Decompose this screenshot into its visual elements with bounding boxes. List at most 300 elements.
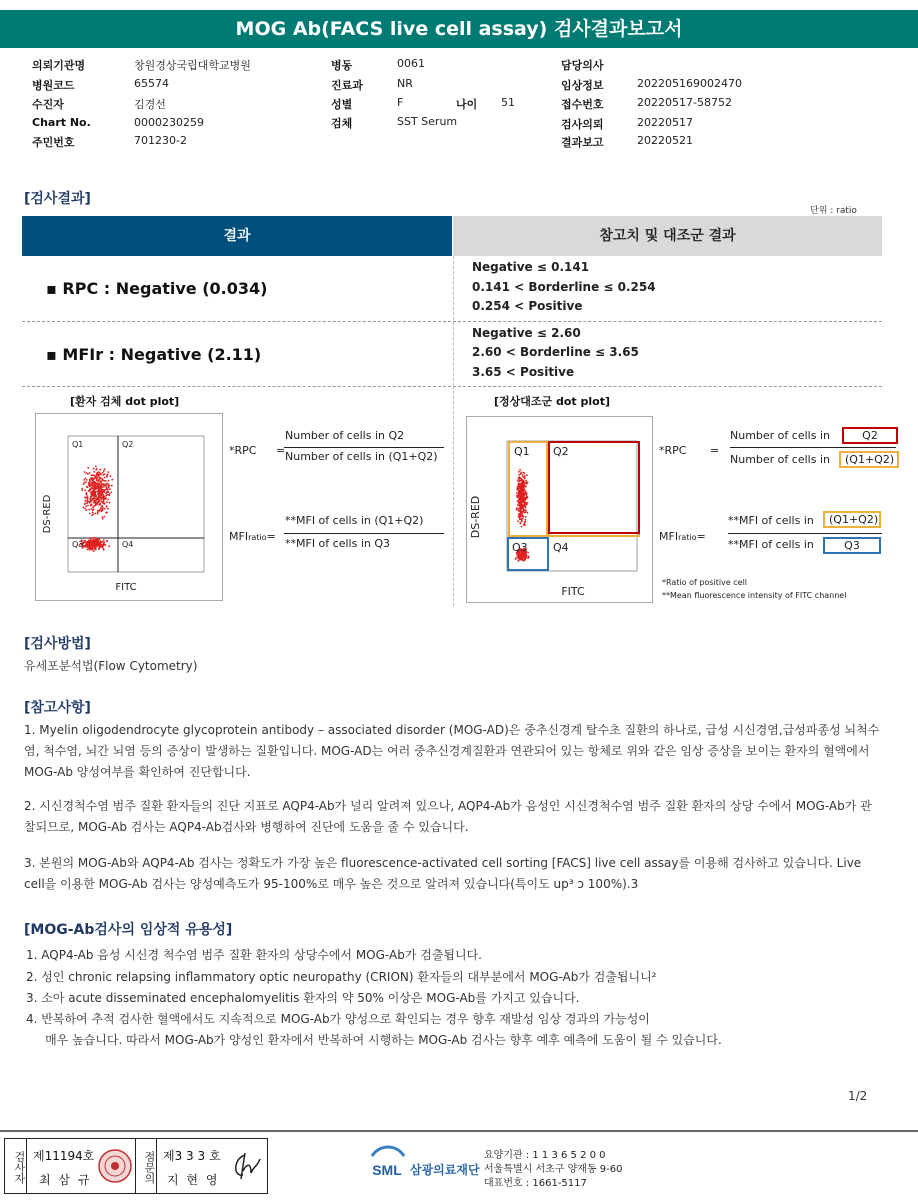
dot xyxy=(525,482,527,484)
dot xyxy=(521,519,523,521)
dot xyxy=(100,500,102,502)
y-axis-label: DS-RED xyxy=(42,494,53,534)
dot xyxy=(519,516,521,518)
dot xyxy=(517,496,519,498)
mfi-label-text: MFI xyxy=(659,530,679,543)
dot xyxy=(518,471,520,473)
dot xyxy=(525,557,527,559)
dot xyxy=(98,510,100,512)
dot xyxy=(89,472,91,474)
dot xyxy=(105,512,107,514)
mfi-equals: = xyxy=(266,530,276,543)
seal-stamp xyxy=(97,1147,133,1185)
dot xyxy=(94,537,96,539)
info-value: 창원경상국립대학교병원 xyxy=(134,59,251,72)
dot xyxy=(520,505,522,507)
dot xyxy=(84,546,86,548)
plot-divider xyxy=(453,386,454,606)
dot xyxy=(98,501,100,503)
dot xyxy=(524,478,526,480)
dot xyxy=(522,482,524,484)
dot xyxy=(524,512,526,514)
dot xyxy=(105,497,107,499)
dot xyxy=(109,502,111,504)
control-plot-label: [정상대조군 dot plot] xyxy=(494,395,610,408)
dot xyxy=(90,508,92,510)
dot xyxy=(88,543,90,545)
dot xyxy=(91,548,93,550)
rpc-result: ▪ RPC : Negative (0.034) xyxy=(46,279,268,298)
dot xyxy=(103,483,105,485)
info-value: 51 xyxy=(501,96,515,109)
dot xyxy=(525,519,527,521)
dot xyxy=(86,546,88,548)
dot xyxy=(91,487,93,489)
rpc-numerator: Number of cells in Q2 xyxy=(285,429,405,442)
dot xyxy=(523,516,525,518)
dot xyxy=(105,480,107,482)
dot xyxy=(103,516,105,518)
dot xyxy=(104,489,106,491)
info-value: 202205169002470 xyxy=(637,77,742,90)
info-key: 성별 xyxy=(331,98,353,111)
dot xyxy=(517,520,519,522)
mfi-numerator: **MFI of cells in xyxy=(728,514,814,527)
dot xyxy=(87,486,89,488)
rpc-label: *RPC xyxy=(659,444,687,457)
dot xyxy=(105,493,107,495)
dot xyxy=(92,512,94,514)
info-key: 나이 xyxy=(456,98,478,111)
dot xyxy=(93,502,95,504)
dot xyxy=(86,479,88,481)
dot xyxy=(516,507,518,509)
dot xyxy=(93,485,95,487)
dot xyxy=(98,544,100,546)
x-axis-label: FITC xyxy=(561,585,585,598)
dot xyxy=(88,547,90,549)
dot xyxy=(94,545,96,547)
dot xyxy=(97,474,99,476)
dot xyxy=(525,498,527,500)
dot xyxy=(106,540,108,542)
info-key: 임상정보 xyxy=(561,79,604,92)
dot xyxy=(95,469,97,471)
dot xyxy=(94,492,96,494)
dot xyxy=(84,489,86,491)
dot xyxy=(524,494,526,496)
dot xyxy=(99,499,101,501)
dot xyxy=(88,540,90,542)
dot xyxy=(84,471,86,473)
dot xyxy=(519,513,521,515)
page-number: 1/2 xyxy=(848,1089,868,1103)
dot xyxy=(83,507,85,509)
footnote-mfi: **Mean fluorescence intensity of FITC channel xyxy=(662,591,847,600)
dot xyxy=(526,474,528,476)
rpc-ref-borderline: 0.141 < Borderline ≤ 0.254 xyxy=(472,280,656,294)
dot xyxy=(521,490,523,492)
dot xyxy=(100,543,102,545)
dot xyxy=(95,539,97,541)
dot xyxy=(107,499,109,501)
dot xyxy=(104,477,106,479)
q1q2-badge: (Q1+Q2) xyxy=(839,451,899,468)
dot xyxy=(85,497,87,499)
dot xyxy=(103,500,105,502)
dot xyxy=(98,538,100,540)
dot xyxy=(518,491,520,493)
note-paragraph-3: 3. 본원의 MOG-Ab와 AQP4-Ab 검사는 정확도가 가장 높은 fluorescence-activated cell sorting [FACS] live cell assay를 이용해 검사하고 있습니다. Live cell을 이용한 MOG-Ab 검사는 양성예측도가 95-100%로 매우 높은 것으로 알려져 있습니다(특이도 up³ ɔ 100%).3 xyxy=(24,856,862,891)
dot xyxy=(87,467,89,469)
quadrant-label-q3: Q3 xyxy=(72,540,84,549)
q1q2-badge: (Q1+Q2) xyxy=(823,511,881,528)
dot xyxy=(94,513,96,515)
info-value: 0000230259 xyxy=(134,116,204,129)
info-value: 20220517 xyxy=(637,116,693,129)
dot xyxy=(517,500,519,502)
dot xyxy=(519,469,521,471)
dot xyxy=(521,487,523,489)
dot xyxy=(103,539,105,541)
info-key: 병원코드 xyxy=(32,79,75,92)
dot xyxy=(99,503,101,505)
dot xyxy=(523,557,525,559)
dot xyxy=(523,472,525,474)
dot xyxy=(525,480,527,482)
rpc-equals: = xyxy=(276,444,286,457)
dot xyxy=(94,500,96,502)
note-paragraph-2: 2. 시신경척수염 범주 질환 환자들의 진단 지표로 AQP4-Ab가 널리 알려져 있으나, AQP4-Ab가 음성인 시신경척수염 범주 질환 환자의 상당 수에서 MOG-Ab가 관찰되므로, MOG-Ab 검사는 AQP4-Ab검사와 병행하여 진단에 도움을 줄 수 있습니다. xyxy=(24,799,872,834)
dot xyxy=(90,492,92,494)
result-section-title: [검사결과] xyxy=(24,191,91,207)
info-value: 20220517-58752 xyxy=(637,96,732,109)
dot xyxy=(520,512,522,514)
dot xyxy=(92,513,94,515)
quadrant-label-q4: Q4 xyxy=(553,541,569,554)
dot xyxy=(526,492,528,494)
footnote-rpc: *Ratio of positive cell xyxy=(662,578,748,587)
dot xyxy=(518,474,520,476)
dot xyxy=(98,496,100,498)
mfi-numerator: **MFI of cells in (Q1+Q2) xyxy=(285,514,424,527)
dot xyxy=(102,541,104,543)
dot xyxy=(521,554,523,556)
footer-divider xyxy=(0,1130,918,1132)
dot xyxy=(85,505,87,507)
dot xyxy=(96,479,98,481)
dot xyxy=(83,479,85,481)
dot xyxy=(108,484,110,486)
dot xyxy=(519,490,521,492)
info-key: 결과보고 xyxy=(561,136,604,149)
dot xyxy=(87,505,89,507)
license-specialist: 제3 3 3 호 xyxy=(163,1149,221,1163)
dot xyxy=(521,526,523,528)
dot xyxy=(100,481,102,483)
dot xyxy=(99,541,101,543)
info-key: 담당의사 xyxy=(561,59,604,72)
dot xyxy=(101,498,103,500)
dot xyxy=(99,469,101,471)
name-examiner: 최 삼 규 xyxy=(39,1173,92,1187)
utility-item-3: 3. 소아 acute disseminated encephalomyelitis 환자의 약 50% 이상은 MOG-Ab를 가지고 있습니다. xyxy=(26,991,580,1005)
mfi-label xyxy=(659,530,706,543)
dot xyxy=(97,513,99,515)
dot xyxy=(101,506,103,508)
dot xyxy=(525,516,527,518)
dot xyxy=(103,486,105,488)
x-axis-label: FITC xyxy=(115,582,137,593)
dot xyxy=(523,509,525,511)
dot xyxy=(98,471,100,473)
rpc-ref-positive: 0.254 < Positive xyxy=(472,299,583,313)
dot xyxy=(87,500,89,502)
dot xyxy=(111,485,113,487)
dot xyxy=(92,487,94,489)
quadrant-label-q4: Q4 xyxy=(122,540,134,549)
mfi-label xyxy=(229,530,276,543)
dot xyxy=(97,484,99,486)
dot xyxy=(107,474,109,476)
dot xyxy=(103,480,105,482)
quadrant-label-q2: Q2 xyxy=(553,445,569,458)
dot xyxy=(86,494,88,496)
dot xyxy=(88,509,90,511)
dot xyxy=(102,472,104,474)
dot xyxy=(108,487,110,489)
dot xyxy=(525,521,527,523)
dot xyxy=(93,508,95,510)
organization-name: 삼광의료재단 xyxy=(410,1163,480,1177)
name-specialist: 지 현 영 xyxy=(167,1173,220,1187)
dot xyxy=(85,472,87,474)
dot xyxy=(104,508,106,510)
fraction-line xyxy=(730,447,896,448)
dot xyxy=(92,479,94,481)
info-value: 701230-2 xyxy=(134,134,187,147)
mfir-result: ▪ MFIr : Negative (2.11) xyxy=(46,345,262,364)
dot xyxy=(520,556,522,558)
dot xyxy=(518,556,520,558)
rpc-numerator-text: Number of cells in xyxy=(730,429,830,442)
dot xyxy=(527,482,529,484)
info-value: NR xyxy=(397,77,413,90)
dot xyxy=(86,502,88,504)
address: 서울특별시 서초구 양재동 9-60 xyxy=(484,1164,623,1175)
dot xyxy=(103,548,105,550)
dot xyxy=(525,491,527,493)
dot xyxy=(84,503,86,505)
dot xyxy=(517,504,519,506)
info-key: 진료과 xyxy=(331,79,363,92)
info-key: 병동 xyxy=(331,59,353,72)
logo-text: SML xyxy=(372,1162,402,1178)
dot xyxy=(521,515,523,517)
dot xyxy=(519,523,521,525)
dot xyxy=(527,512,529,514)
dot xyxy=(99,487,101,489)
dot xyxy=(97,498,99,500)
patient-dot-plot xyxy=(35,413,223,601)
dot xyxy=(84,508,86,510)
dot xyxy=(516,487,518,489)
signature-icon xyxy=(227,1149,263,1183)
quadrant-label-q3: Q3 xyxy=(512,541,528,554)
dot xyxy=(92,545,94,547)
dot xyxy=(99,497,101,499)
dot xyxy=(88,548,90,550)
quadrant-label-q2: Q2 xyxy=(122,440,134,449)
dot xyxy=(106,501,108,503)
mfi-subscript: ratio xyxy=(678,533,697,542)
info-key: 수진자 xyxy=(32,98,64,111)
dot xyxy=(526,496,528,498)
dot xyxy=(101,544,103,546)
dot xyxy=(106,495,108,497)
report-title: MOG Ab(FACS live cell assay) 검사결과보고서 xyxy=(0,10,918,48)
dot xyxy=(91,482,93,484)
dot xyxy=(96,488,98,490)
method-section-title: [검사방법] xyxy=(24,636,91,652)
dot xyxy=(97,492,99,494)
info-value: F xyxy=(397,96,404,109)
dot xyxy=(86,541,88,543)
mfir-ref-borderline: 2.60 < Borderline ≤ 3.65 xyxy=(472,345,639,359)
dot xyxy=(108,471,110,473)
dot xyxy=(525,555,527,557)
dot xyxy=(111,479,113,481)
dot xyxy=(520,509,522,511)
dot xyxy=(93,541,95,543)
dot xyxy=(107,508,109,510)
reference-header: 참고치 및 대조군 결과 xyxy=(453,216,882,256)
dot xyxy=(94,548,96,550)
dot xyxy=(105,484,107,486)
dot xyxy=(87,498,89,500)
dot xyxy=(522,474,524,476)
dot xyxy=(107,489,109,491)
info-key: 접수번호 xyxy=(561,98,604,111)
dot xyxy=(104,473,106,475)
dot xyxy=(102,490,104,492)
dot xyxy=(106,506,108,508)
dot xyxy=(83,483,85,485)
dot xyxy=(91,540,93,542)
dot xyxy=(86,509,88,511)
dot xyxy=(85,500,87,502)
dot xyxy=(95,486,97,488)
patient-plot-svg xyxy=(36,414,222,600)
dot xyxy=(108,480,110,482)
dot xyxy=(102,479,104,481)
dot xyxy=(97,482,99,484)
sml-logo-icon xyxy=(366,1142,408,1180)
info-value: 김경선 xyxy=(134,98,166,111)
dot xyxy=(520,480,522,482)
dot xyxy=(526,504,528,506)
unit-label: 단위 : ratio xyxy=(810,206,857,216)
dot xyxy=(102,516,104,518)
dot xyxy=(519,483,521,485)
fraction-line xyxy=(284,447,444,448)
dot xyxy=(93,505,95,507)
dot xyxy=(523,484,525,486)
dot xyxy=(100,486,102,488)
role-examiner: 검사자 xyxy=(5,1139,27,1193)
dot xyxy=(516,492,518,494)
q2-badge: Q2 xyxy=(842,427,898,444)
dot xyxy=(103,544,105,546)
dot xyxy=(91,494,93,496)
info-value: SST Serum xyxy=(397,115,458,128)
control-dot-plot xyxy=(466,416,653,603)
dot xyxy=(89,488,91,490)
quadrant-label-q1: Q1 xyxy=(514,445,530,458)
mfi-equals: = xyxy=(696,530,706,543)
dot xyxy=(108,495,110,497)
mfir-ref-positive: 3.65 < Positive xyxy=(472,365,575,379)
info-key: 검사의뢰 xyxy=(561,118,604,131)
dot xyxy=(100,473,102,475)
dot xyxy=(107,491,109,493)
info-value: 20220521 xyxy=(637,134,693,147)
dot xyxy=(96,477,98,479)
rpc-denominator: Number of cells in (Q1+Q2) xyxy=(285,450,438,463)
dot xyxy=(98,479,100,481)
dot xyxy=(104,468,106,470)
dot xyxy=(87,496,89,498)
dot xyxy=(519,559,521,561)
dot xyxy=(101,496,103,498)
dot xyxy=(90,537,92,539)
dot xyxy=(93,468,95,470)
utility-item-1: 1. AQP4-Ab 음성 시신경 척수염 범주 질환 환자의 상당수에서 MOG-Ab가 검출됩니다. xyxy=(26,948,482,962)
mfi-subscript: ratio xyxy=(248,533,267,542)
rpc-numerator xyxy=(730,429,830,442)
dot xyxy=(521,503,523,505)
info-key: 의뢰기관명 xyxy=(32,59,86,72)
dot xyxy=(103,499,105,501)
dot xyxy=(95,466,97,468)
dot xyxy=(89,483,91,485)
info-key: 주민번호 xyxy=(32,136,75,149)
signature-box xyxy=(4,1138,268,1194)
dot xyxy=(103,542,105,544)
dot xyxy=(524,506,526,508)
dot xyxy=(101,493,103,495)
info-value: 0061 xyxy=(397,57,425,70)
dot xyxy=(521,471,523,473)
notes-section-title: [참고사항] xyxy=(24,700,91,716)
info-value: 65574 xyxy=(134,77,169,90)
dot xyxy=(92,490,94,492)
dot xyxy=(524,525,526,527)
plot-frame xyxy=(68,436,204,572)
dot xyxy=(522,476,524,478)
dot xyxy=(106,476,108,478)
dot xyxy=(109,493,111,495)
dot xyxy=(95,542,97,544)
agency-code: 요양기관 : 1 1 3 6 5 2 0 0 xyxy=(484,1150,606,1161)
license-examiner: 제11194호 xyxy=(33,1149,95,1163)
patient-plot-label: [환자 검체 dot plot] xyxy=(70,395,180,408)
fraction-line xyxy=(728,533,882,534)
dot xyxy=(520,494,522,496)
note-paragraph-1: 1. Myelin oligodendrocyte glycoprotein antibody – associated disorder (MOG-AD)은 중추신경계 탈수초 질환의 하나로, 급성 시신경염,급성파종성 뇌척수염, 척수염, 뇌간 뇌염 등의 증상이 발생하는 질환입니다. MOG-AD는 여러 중추신경계질환과 연관되어 있는 항체로 위와 같은 임상 증상을 보이는 환자의 혈액에서 MOG-Ab 양성여부를 확인하여 진단합니다. xyxy=(24,723,880,779)
utility-section-title: [MOG-Ab검사의 임상적 유용성] xyxy=(24,922,233,938)
dot xyxy=(96,504,98,506)
